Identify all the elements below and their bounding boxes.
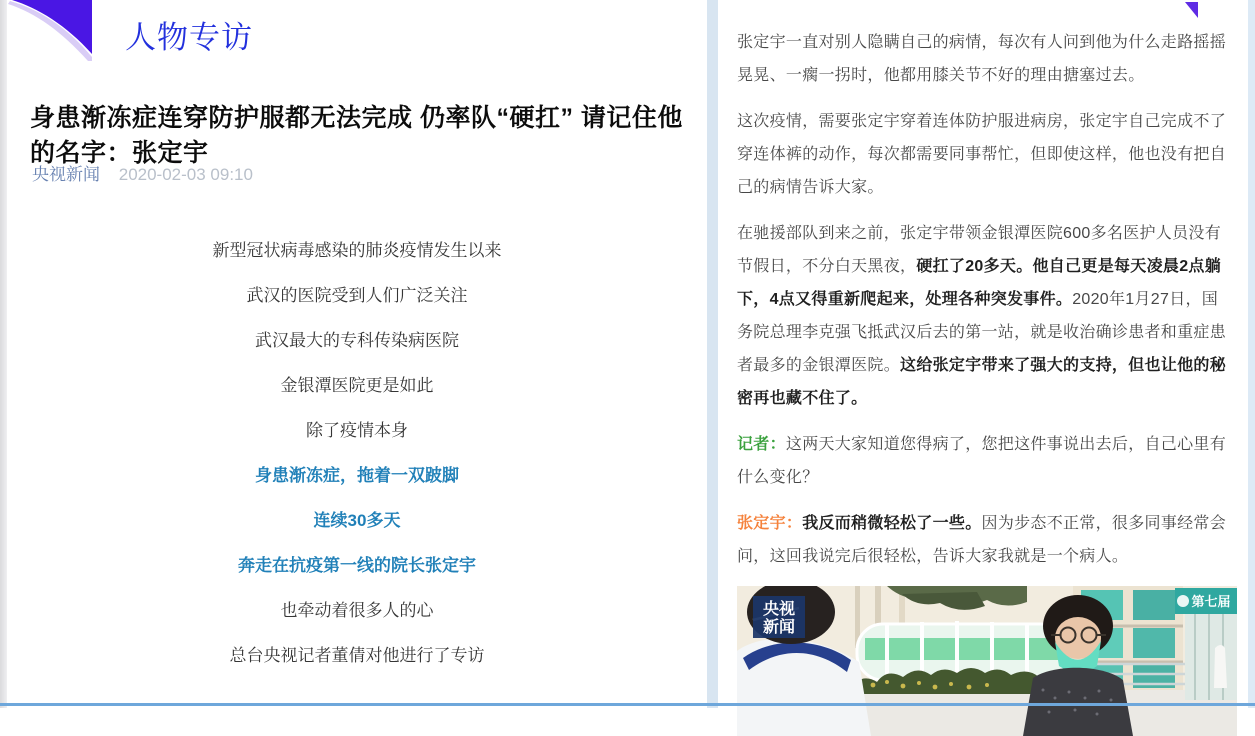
intro-line: 奔走在抗疫第一线的院长张定宇 <box>238 556 476 575</box>
article-left-pane <box>7 0 707 703</box>
scrollbar-track[interactable] <box>1248 0 1255 708</box>
page-title: 人物专访 <box>125 20 253 55</box>
text-segment: 这次疫情，需要张定宇穿着连体防护服进病房，张定宇自己完成不了穿连体裤的动作，每次都需要同事帮忙，但即使这样，他也没有把自己的病情告诉大家。 <box>737 113 1227 196</box>
intro-line: 武汉最大的专科传染病医院 <box>255 331 459 350</box>
corner-mark-icon <box>1185 2 1198 18</box>
banner-sign <box>1175 588 1237 614</box>
source-link[interactable]: 央视新闻 <box>32 165 100 184</box>
text-segment: 张定宇一直对别人隐瞒自己的病情，每次有人问到他为什么走路摇摇晃晃、一瘸一拐时，他都用膝关节不好的理由搪塞过去。 <box>737 34 1227 84</box>
hospital-entrance <box>1185 614 1237 700</box>
article-title: 身患渐冻症连穿防护服都无法完成 仍率队“硬扛” 请记住他的名字：张定宇 <box>30 103 683 168</box>
interview-paragraph <box>737 105 1234 204</box>
text-segment: 张定宇： <box>737 515 803 532</box>
corner-ribbon-icon <box>8 0 98 62</box>
interview-paragraph <box>737 507 1234 573</box>
text-segment: 记者： <box>737 436 786 453</box>
text-segment: 2020年1月27日，国务院总理李克强飞抵武汉后去的第一站，就是收治确诊患者和重症患者最多的金银潭医院。 <box>737 291 1227 374</box>
article-meta <box>32 160 253 185</box>
cctv-news-badge <box>753 596 805 638</box>
sign-text: 第七届 <box>1191 594 1231 609</box>
interview-paragraphs <box>737 26 1234 573</box>
interview-paragraph <box>737 26 1234 92</box>
interview-paragraph <box>737 217 1234 415</box>
badge-line2: 新闻 <box>762 619 796 636</box>
intro-line: 也牵动着很多人的心 <box>280 601 434 620</box>
column-divider <box>707 0 718 708</box>
window-bottom-border <box>0 703 1255 706</box>
publish-datetime: 2020-02-03 09:10 <box>118 165 253 184</box>
intro-line: 金银潭医院更是如此 <box>280 376 434 395</box>
text-segment: 在驰援部队到来之前，张定宇带领金银潭医院600多名医护人员没有节假日，不分白天黑夜， <box>737 225 1221 275</box>
text-segment: 硬扛了20多天。他自己更是每天凌晨2点躺下，4点又得重新爬起来，处理各种突发事件。 <box>737 258 1222 308</box>
interview-photo <box>737 586 1237 736</box>
article-body-pane <box>718 0 1248 708</box>
intro-line: 身患渐冻症，拖着一双跛脚 <box>255 466 459 485</box>
interview-photo-scene <box>737 586 1237 736</box>
interview-paragraph <box>737 428 1234 494</box>
intro-line: 总台央视记者董倩对他进行了专访 <box>229 646 485 665</box>
badge-line1: 央视 <box>762 601 796 618</box>
intro-line: 除了疫情本身 <box>306 421 408 440</box>
text-segment: 因为步态不正常，很多同事经常会问，这回我说完后很轻松，告诉大家我就是一个病人。 <box>737 515 1227 565</box>
intro-line: 新型冠状病毒感染的肺炎疫情发生以来 <box>212 241 502 260</box>
text-segment: 这给张定宇带来了强大的支持，但也让他的秘密再也藏不住了。 <box>737 357 1227 407</box>
text-segment: 这两天大家知道您得病了，您把这件事说出去后，自己心里有什么变化？ <box>737 436 1227 486</box>
intro-line: 连续30多天 <box>313 511 401 530</box>
article-intro-lines <box>7 228 707 678</box>
text-segment: 我反而稍微轻松了一些。 <box>802 515 982 532</box>
intro-line: 武汉的医院受到人们广泛关注 <box>246 286 468 305</box>
window-left-edge <box>0 0 7 708</box>
